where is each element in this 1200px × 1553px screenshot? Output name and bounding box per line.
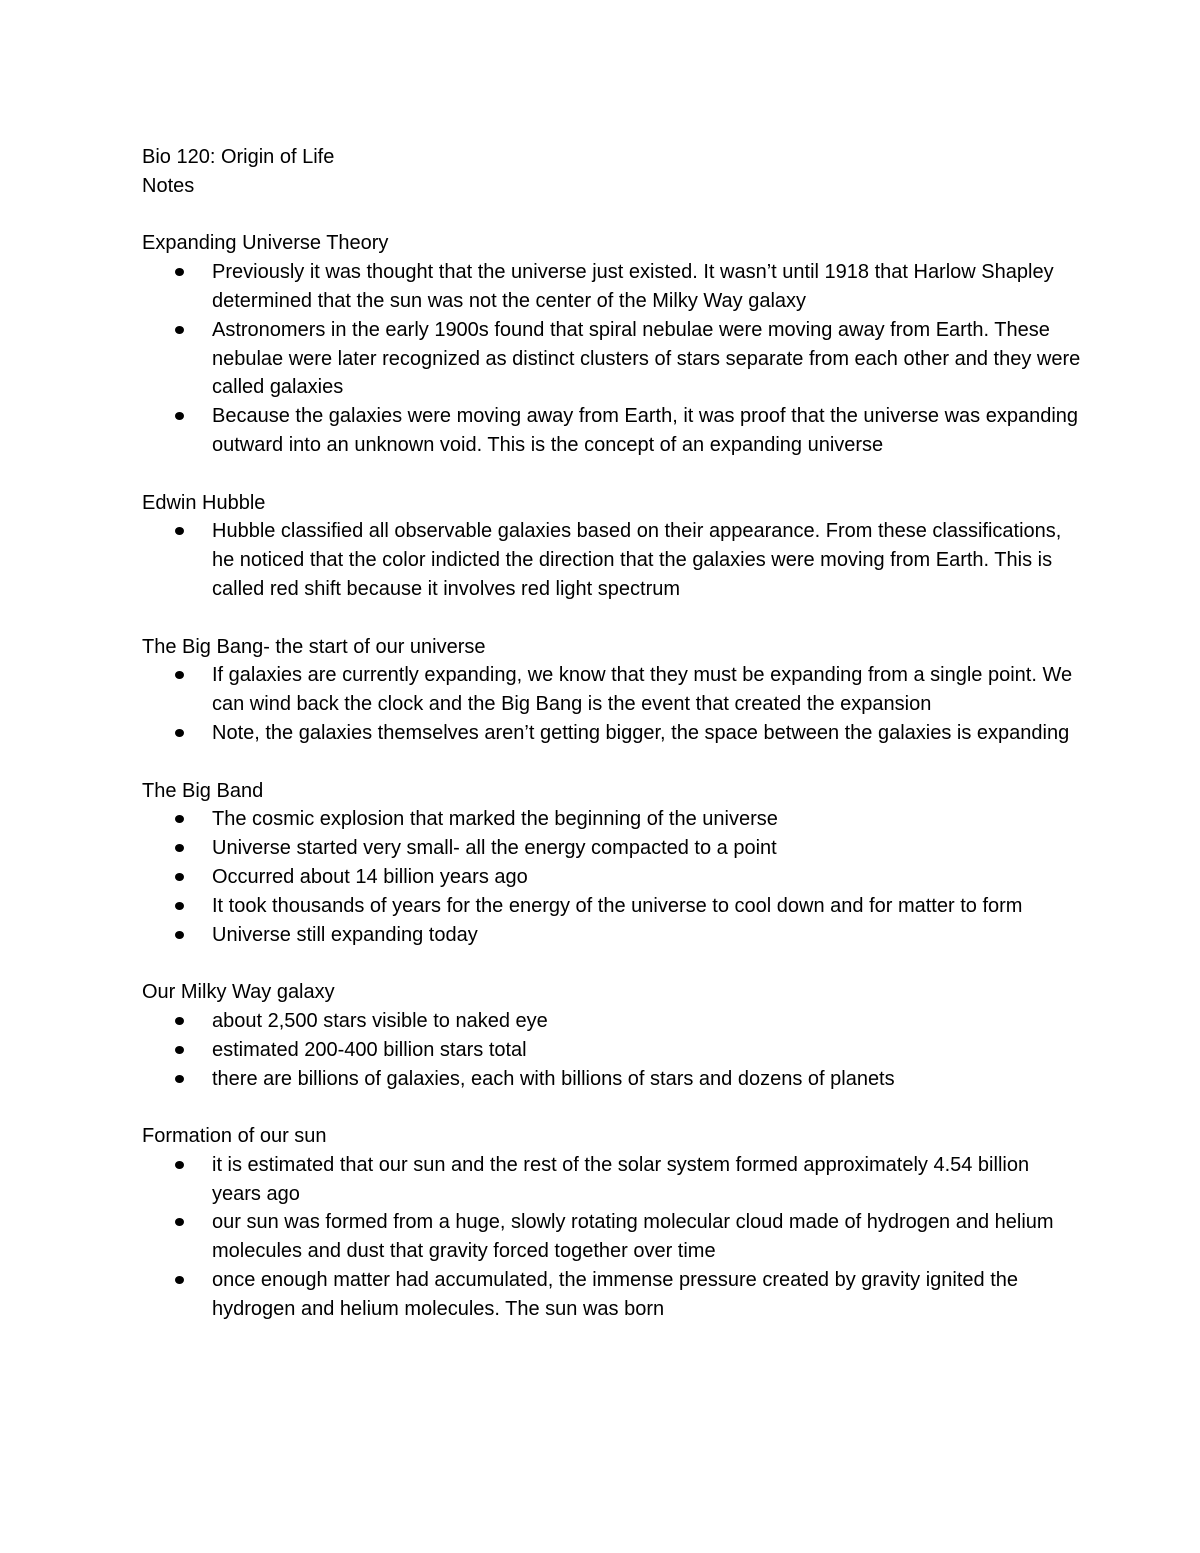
bullet-item [142,892,1082,921]
bullet-text: estimated 200-400 billion stars total [212,1038,527,1061]
bullet-text: The cosmic explosion that marked the beginning of the universe [212,808,778,831]
bullet-dot-icon [175,527,184,535]
bullet-dot-icon [175,671,184,679]
bullet-item [142,1065,1082,1094]
bullet-dot-icon [175,1161,184,1169]
notes-section [142,633,1082,748]
bullet-list [142,258,1082,460]
bullet-item [142,863,1082,892]
bullet-item [142,661,1082,719]
section-heading: Expanding Universe Theory [142,232,389,255]
notes-section [142,229,1082,459]
bullet-dot-icon [175,873,184,881]
bullet-text: about 2,500 stars visible to naked eye [212,1009,548,1032]
bullet-dot-icon [175,268,184,276]
notes-sections [142,229,1082,1323]
bullet-text: Because the galaxies were moving away from Earth, it was proof that the universe was expanding outward into an unknown void. This is the concept of an expanding universe [212,405,1079,456]
document-title: Bio 120: Origin of Life [142,146,335,168]
section-heading: The Big Band [142,779,264,802]
bullet-text: Universe started very small- all the energy compacted to a point [212,837,777,860]
bullet-item [142,402,1082,460]
bullet-text: If galaxies are currently expanding, we know that they must be expanding from a single point. We can wind back the clock and the Big Bang is the event that created the expansion [212,664,1073,716]
notes-section [142,489,1082,604]
bullet-text: once enough matter had accumulated, the immense pressure created by gravity ignited the hydrogen and helium molecules. The sun was born [212,1269,1019,1320]
bullet-dot-icon [175,412,184,420]
bullet-text: it is estimated that our sun and the rest of the solar system formed approximately 4.54 billion years ago [212,1153,1030,1205]
bullet-list [142,1007,1082,1093]
bullet-item [142,1266,1082,1324]
bullet-dot-icon [175,729,184,737]
bullet-item [142,1151,1082,1209]
bullet-text: Hubble classified all observable galaxies based on their appearance. From these classifications, he noticed that the color indicted the direction that the galaxies were moving from Earth. This is called red shift because it involves red light spectrum [212,520,1062,600]
notes-section [142,1122,1082,1324]
bullet-item [142,316,1082,402]
notes-section [142,777,1082,950]
bullet-list [142,661,1082,747]
bullet-item [142,921,1082,950]
bullet-text: Universe still expanding today [212,923,478,946]
document-subtitle: Notes [142,174,195,197]
bullet-dot-icon [175,902,184,910]
bullet-text: Previously it was thought that the universe just existed. It wasn’t until 1918 that Harlow Shapley determined that the sun was not the center of the Milky Way galaxy [212,261,1054,312]
bullet-text: Note, the galaxies themselves aren’t getting bigger, the space between the galaxies is expanding [212,721,1070,744]
bullet-dot-icon [175,1276,184,1284]
bullet-list [142,517,1082,603]
bullet-text: Astronomers in the early 1900s found that spiral nebulae were moving away from Earth. These nebulae were later recognized as distinct clusters of stars separate from each other and they were called galaxies [212,318,1081,399]
bullet-item [142,1036,1082,1065]
bullet-list [142,1151,1082,1324]
bullet-item [142,805,1082,834]
section-heading: Our Milky Way galaxy [142,981,335,1004]
section-heading: The Big Bang- the start of our universe [142,635,486,658]
bullet-item [142,1007,1082,1036]
bullet-list [142,805,1082,949]
bullet-item [142,834,1082,863]
bullet-text: It took thousands of years for the energy of the universe to cool down and for matter to form [212,894,1023,917]
bullet-dot-icon [175,1075,184,1083]
notes-section [142,978,1082,1093]
bullet-item [142,258,1082,316]
bullet-item [142,517,1082,603]
bullet-item [142,719,1082,748]
bullet-dot-icon [175,931,184,939]
bullet-text: our sun was formed from a huge, slowly rotating molecular cloud made of hydrogen and helium molecules and dust that gravity forced together over time [212,1211,1054,1263]
document-page [142,143,1082,1324]
bullet-dot-icon [175,1017,184,1025]
section-heading: Formation of our sun [142,1125,327,1148]
bullet-dot-icon [175,1046,184,1054]
bullet-dot-icon [175,844,184,852]
bullet-item [142,1208,1082,1266]
bullet-dot-icon [175,815,184,823]
bullet-text: Occurred about 14 billion years ago [212,865,528,888]
section-heading: Edwin Hubble [142,491,266,514]
bullet-dot-icon [175,326,184,334]
bullet-text: there are billions of galaxies, each with billions of stars and dozens of planets [212,1067,895,1090]
bullet-dot-icon [175,1218,184,1226]
